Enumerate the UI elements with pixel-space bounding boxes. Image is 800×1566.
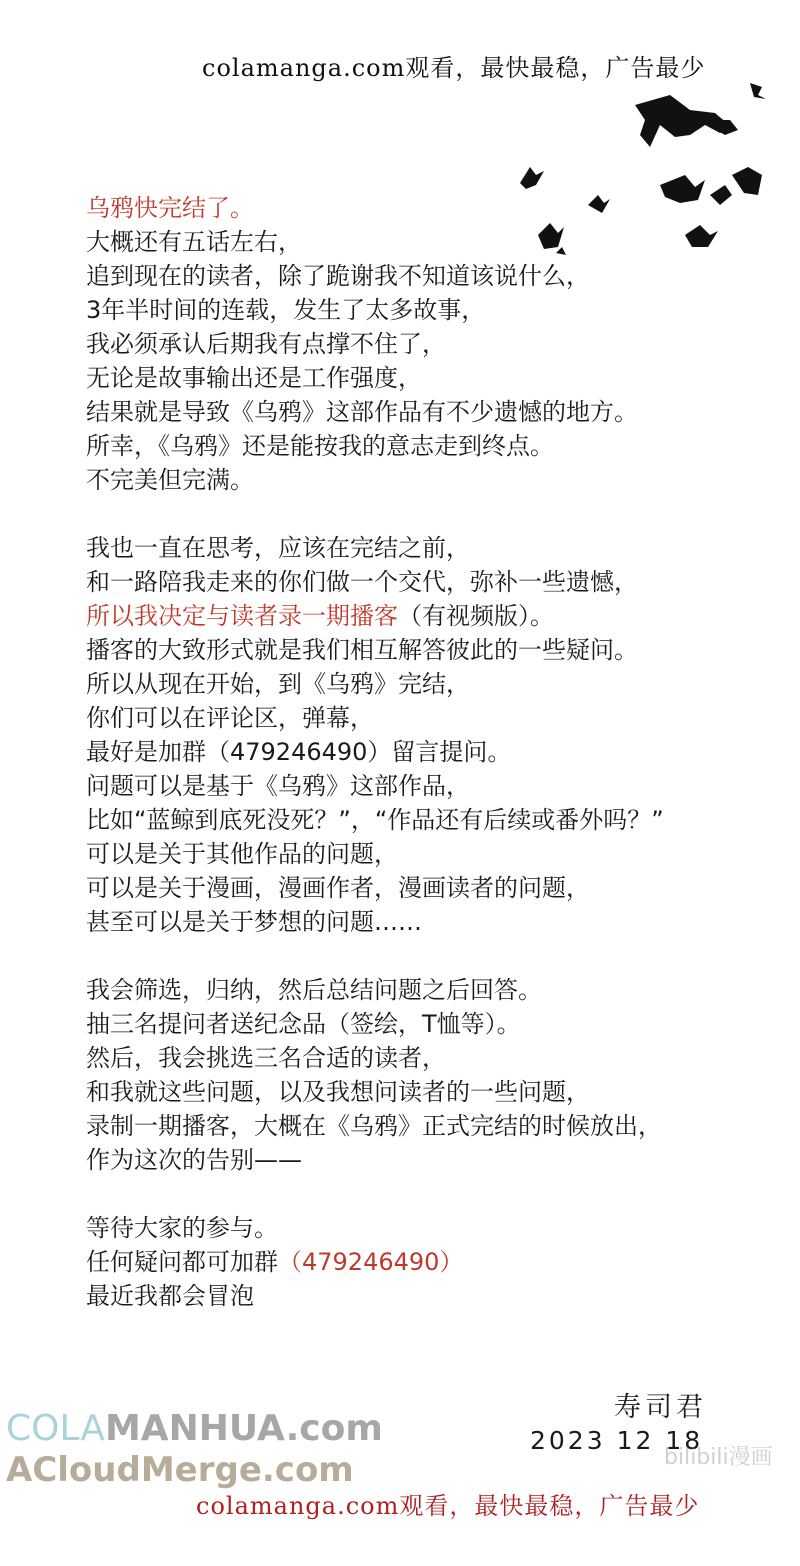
letter-line: 我必须承认后期我有点撑不住了，	[86, 330, 446, 358]
letter-body	[86, 191, 786, 1313]
bottom-ad-banner: colamanga.com观看，最快最稳，广告最少	[196, 1492, 700, 1520]
letter-line: 追到现在的读者，除了跪谢我不知道该说什么，	[86, 262, 590, 290]
letter-line: 和一路陪我走来的你们做一个交代，弥补一些遗憾，	[86, 568, 638, 596]
video-version-note: （有视频版）。	[398, 602, 554, 630]
bilibili-logo-text: bilibili漫画	[664, 1445, 773, 1470]
colamanhua-watermark: COLAMANHUA.com	[6, 1408, 383, 1449]
letter-line: 和我就这些问题，以及我想问读者的一些问题，	[86, 1078, 590, 1106]
group-number: （479246490）	[278, 1248, 464, 1276]
letter-line: 不完美但完满。	[86, 466, 254, 494]
podcast-announcement: 所以我决定与读者录一期播客	[86, 602, 398, 630]
bilibili-comics-logo	[664, 1436, 774, 1476]
letter-line	[86, 1245, 786, 1279]
letter-line: 你们可以在评论区，弹幕，	[86, 704, 374, 732]
letter-line: 最好是加群（479246490）留言提问。	[86, 738, 512, 766]
letter-line: 甚至可以是关于梦想的问题……	[86, 908, 422, 936]
letter-line: 无论是故事输出还是工作强度，	[86, 364, 422, 392]
letter-line: 我会筛选，归纳，然后总结问题之后回答。	[86, 976, 542, 1004]
letter-line: 最近我都会冒泡	[86, 1282, 254, 1310]
letter-line	[86, 599, 786, 633]
letter-line: 乌鸦快完结了。	[86, 194, 254, 222]
letter-line: 3年半时间的连载，发生了太多故事，	[86, 296, 486, 324]
letter-line: 问题可以是基于《乌鸦》这部作品，	[86, 772, 470, 800]
letter-line: 比如“蓝鲸到底死没死？”，“作品还有后续或番外吗？”	[86, 806, 664, 834]
top-ad-banner: colamanga.com观看，最快最稳，广告最少	[202, 54, 706, 82]
letter-line: 我也一直在思考，应该在完结之前，	[86, 534, 470, 562]
letter-line: 作为这次的告别——	[86, 1146, 302, 1174]
paragraph-gap	[86, 497, 786, 531]
paragraph-gap	[86, 939, 786, 973]
signature-date: 2023 12 18	[530, 1426, 704, 1455]
group-invite-text: 任何疑问都可加群	[86, 1248, 278, 1276]
letter-line: 等待大家的参与。	[86, 1214, 278, 1242]
letter-line: 所以从现在开始，到《乌鸦》完结，	[86, 670, 470, 698]
letter-line: 可以是关于其他作品的问题，	[86, 840, 398, 868]
letter-line: 录制一期播客，大概在《乌鸦》正式完结的时候放出，	[86, 1112, 662, 1140]
paragraph-gap	[86, 1177, 786, 1211]
signature-name: 寿司君	[614, 1392, 707, 1423]
letter-line: 大概还有五话左右，	[86, 228, 302, 256]
letter-line: 播客的大致形式就是我们相互解答彼此的一些疑问。	[86, 636, 638, 664]
letter-line: 然后，我会挑选三名合适的读者，	[86, 1044, 446, 1072]
letter-line: 抽三名提问者送纪念品（签绘，T恤等）。	[86, 1010, 521, 1038]
letter-line: 结果就是导致《乌鸦》这部作品有不少遗憾的地方。	[86, 398, 638, 426]
letter-line: 所幸，《乌鸦》还是能按我的意志走到终点。	[86, 432, 554, 460]
acloudmerge-watermark: ACloudMerge.com	[6, 1450, 354, 1490]
letter-line: 可以是关于漫画，漫画作者，漫画读者的问题，	[86, 874, 590, 902]
